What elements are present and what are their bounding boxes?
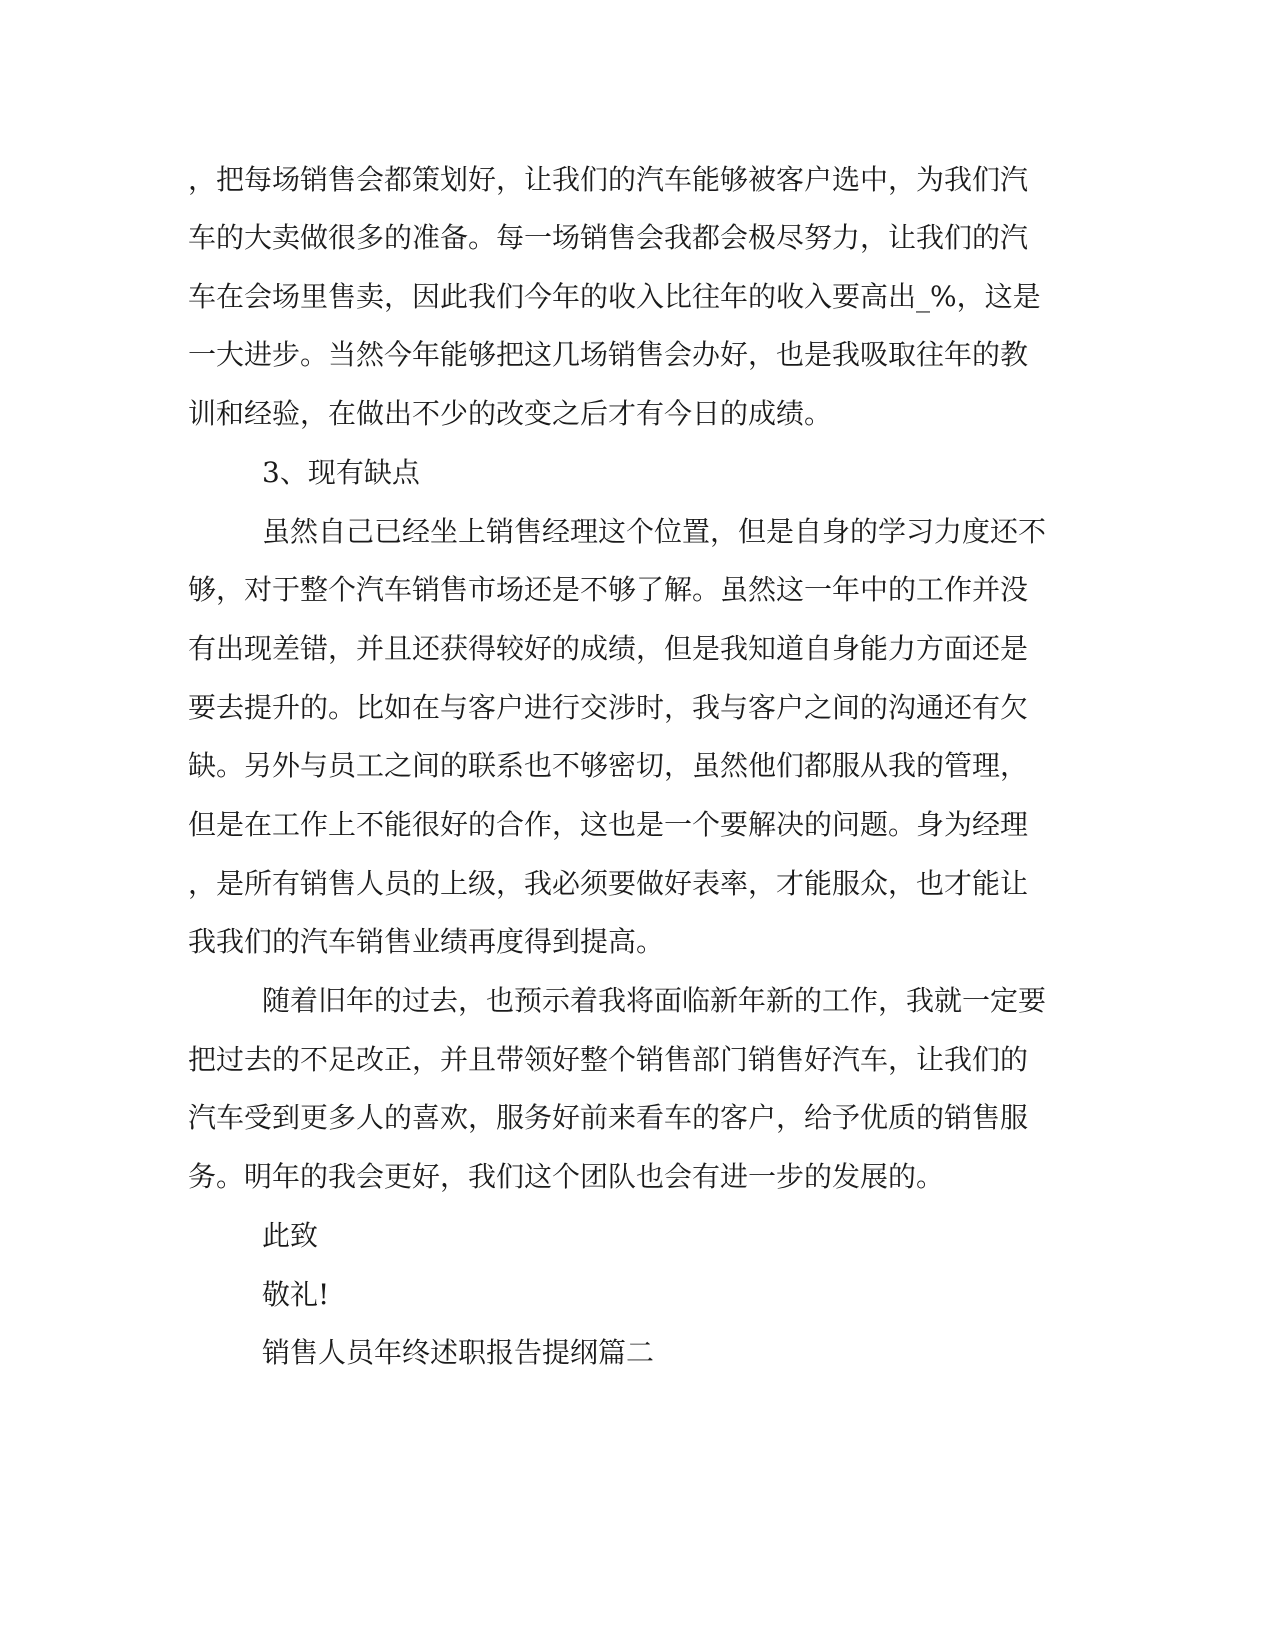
- text-line: 车在会场里售卖，因此我们今年的收入比往年的收入要高出_%，这是: [188, 280, 1041, 313]
- text-line: 随着旧年的过去，也预示着我将面临新年新的工作，我就一定要: [262, 984, 1047, 1017]
- text-line: 有出现差错，并且还获得较好的成绩，但是我知道自身能力方面还是: [188, 632, 1029, 665]
- text-line: ，把每场销售会都策划好，让我们的汽车能够被客户选中，为我们汽: [188, 163, 1029, 196]
- text-line: 但是在工作上不能很好的合作，这也是一个要解决的问题。身为经理: [188, 808, 1029, 841]
- closing-salutation: 此致: [262, 1219, 319, 1252]
- text-line: 虽然自己已经坐上销售经理这个位置，但是自身的学习力度还不: [262, 515, 1047, 548]
- text-line: 把过去的不足改正，并且带领好整个销售部门销售好汽车，让我们的: [188, 1043, 1029, 1076]
- text-line: 车的大卖做很多的准备。每一场销售会我都会极尽努力，让我们的汽: [188, 221, 1029, 254]
- section-heading: 3、现有缺点: [262, 456, 420, 489]
- text-line: 务。明年的我会更好，我们这个团队也会有进一步的发展的。: [188, 1160, 945, 1193]
- text-line: 一大进步。当然今年能够把这几场销售会办好，也是我吸取往年的教: [188, 338, 1029, 371]
- text-line: ，是所有销售人员的上级，我必须要做好表率，才能服众，也才能让: [188, 867, 1029, 900]
- closing-regards: 敬礼!: [262, 1278, 330, 1311]
- text-line: 汽车受到更多人的喜欢，服务好前来看车的客户，给予优质的销售服: [188, 1101, 1029, 1134]
- text-line: 缺。另外与员工之间的联系也不够密切，虽然他们都服从我的管理，: [188, 749, 1029, 782]
- text-line: 我我们的汽车销售业绩再度得到提高。: [188, 925, 665, 958]
- text-line: 要去提升的。比如在与客户进行交涉时，我与客户之间的沟通还有欠: [188, 691, 1029, 724]
- text-line: 够，对于整个汽车销售市场还是不够了解。虽然这一年中的工作并没: [188, 573, 1029, 606]
- next-section-title: 销售人员年终述职报告提纲篇二: [262, 1336, 655, 1369]
- text-line: 训和经验，在做出不少的改变之后才有今日的成绩。: [188, 397, 833, 430]
